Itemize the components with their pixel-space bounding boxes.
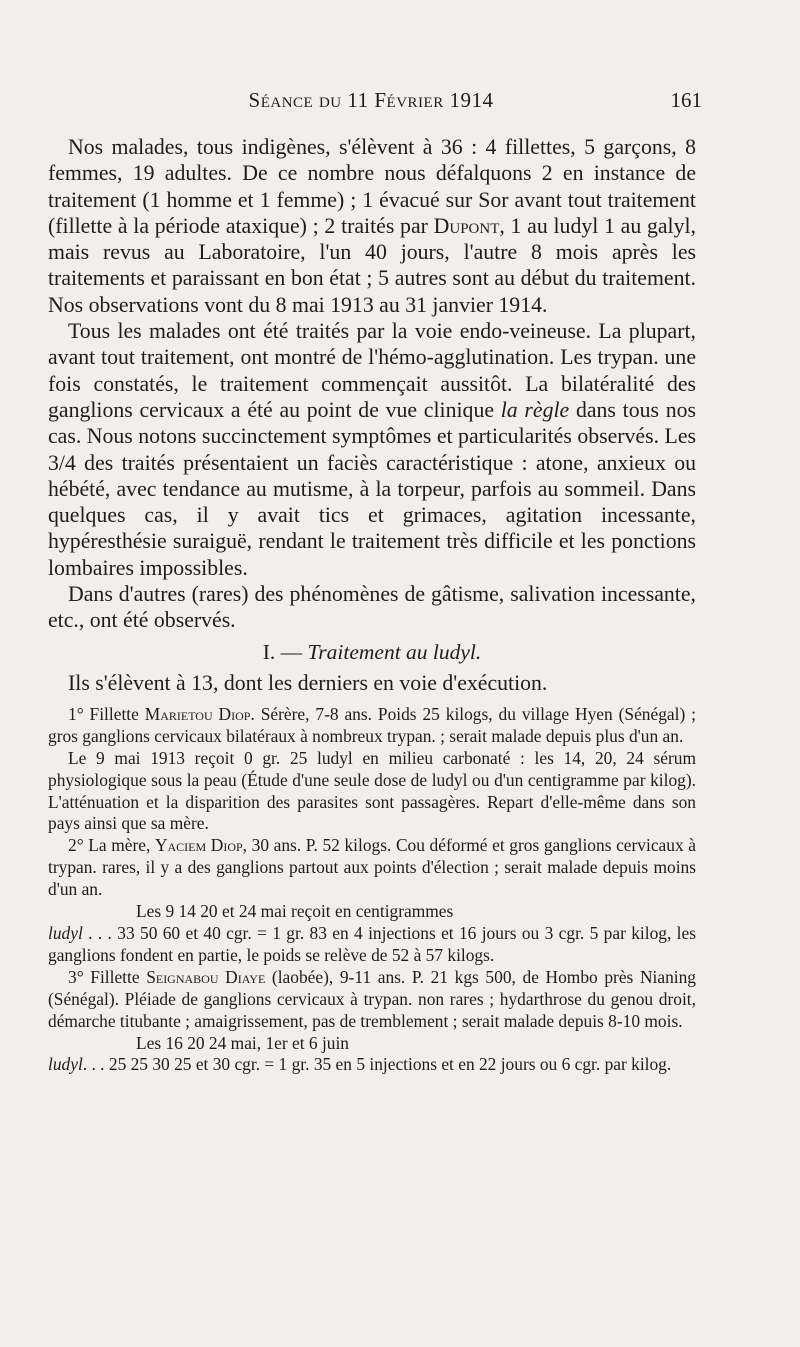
text-run: Nos malades, tous indigènes, s'élèvent à 36 : 4 fillettes, 5 garçons, 8 femmes, 19 adultes. De ce nombre nous défalquons 2 en instance de traitement (1 homme et 1 femme) ; 1 évacué sur Sor avant tout traitement (fillette à la période ataxique) ; 2 traités par [48,135,696,238]
main-text [48,134,696,696]
person-name: Dupont [433,213,500,238]
text-run: dans tous nos cas. Nous notons succinctement symptômes et particularités observés. Les 3/4 des traités présentaient un faciès caractéristique : atone, anxieux ou hébété, avec tendance au mutisme, à la torpeur, parfois au sommeil. Dans quelques cas, il y avait tics et grimaces, agitation incessante, hypéresthésie suraiguë, rendant le traitement très difficile et les ponctions lombaires impossibles. [48,397,696,580]
running-title: Séance du 11 Février 1914 [248,88,494,112]
text-run: (laobée), 9-11 ans. P. 21 kgs 500, de Hombo près Nianing (Sénégal). Pléiade de ganglions cervicaux à trypan. non rares ; hydarthrose du genou droit, démarche titubante ; amaigrissement, pas de tremblement ; serait malade depuis 8-10 mois. [48,966,696,1031]
section-title: Traitement au ludyl. [307,639,482,664]
text-run: 2° La mère, [68,835,155,856]
paragraph [48,134,696,318]
case-paragraph: Le 9 mai 1913 reçoit 0 gr. 25 ludyl en milieu carbonaté : les 14, 20, 24 sérum physiologique sous la peau (Étude d'une seule dose de ludyl ou d'un centigramme par kilog). L'atténuation et la disparition des parasites sont passagères. Repart d'elle-même dans son pays ainsi que sa mère. [48,747,696,834]
text-run: . Sérère, 7-8 ans. Poids 25 kilogs, du village Hyen (Sénégal) ; gros ganglions cervicaux bilatéraux à nombreux trypan. ; serait malade depuis plus d'un an. [48,703,696,746]
dose-schedule [48,901,696,967]
drug-name: ludyl [48,923,83,943]
section-number: I. — [262,639,303,664]
page-number: 161 [670,88,702,112]
person-name: Seignabou Diaye [146,966,266,987]
emphasis: la règle [500,397,570,422]
section-heading [48,639,696,665]
dose-dates: Les 16 20 24 mai, 1er et 6 juin [136,1032,349,1053]
case-reports [48,704,696,1076]
text-run: . . . 25 25 30 25 et 30 cgr. = 1 gr. 35 en 5 injections et en 22 jours ou 6 cgr. par kilog. [82,1054,672,1075]
text-run: . . . 33 50 60 et 40 cgr. = 1 gr. 83 en 4 injections et 16 jours ou 3 cgr. 5 par kilog, les ganglions fondent en partie, le poids se relève de 52 à 57 kilogs. [48,923,696,965]
body-text [48,134,696,1076]
text-run: , 30 ans. P. 52 kilogs. Cou déformé et gros ganglions cervicaux à trypan. rares, il y a des ganglions partout aux points d'élection ; serait malade depuis moins d'un an. [48,835,696,900]
case-paragraph [48,704,696,748]
paragraph: Ils s'élèvent à 13, dont les derniers en voie d'exécution. [68,670,548,695]
paragraph: Dans d'autres (rares) des phénomènes de gâtisme, salivation incessante, etc., ont été observés. [48,582,696,633]
person-name: Marietou Diop [144,703,251,724]
text-run: 3° Fillette [68,966,147,987]
page-header [48,88,702,122]
case-paragraph [48,835,696,901]
paragraph [48,318,696,581]
text-run: Tous les malades ont été traités par la voie endo-veineuse. La plupart, avant tout traitement, ont montré de l'hémo-agglutination. Les trypan. une fois constatés, le traitement commençait aussitôt. La bilatéralité des ganglions cervicaux a été au point de vue clinique [48,319,696,422]
dose-dates: Les 9 14 20 et 24 mai reçoit en centigrammes [136,901,454,922]
drug-name: ludyl [48,1054,83,1075]
text-run: , 1 au ludyl 1 au galyl, mais revus au Laboratoire, l'un 40 jours, l'autre 8 mois après les traitements et paraissant en bon état ; 5 autres sont au début du traitement. Nos observations vont du 8 mai 1913 au 31 janvier 1914. [48,213,696,317]
dose-schedule [48,1033,696,1077]
case-paragraph [48,967,696,1033]
person-name: Yaciem Diop [154,835,243,856]
text-run: 1° Fillette [68,703,145,724]
